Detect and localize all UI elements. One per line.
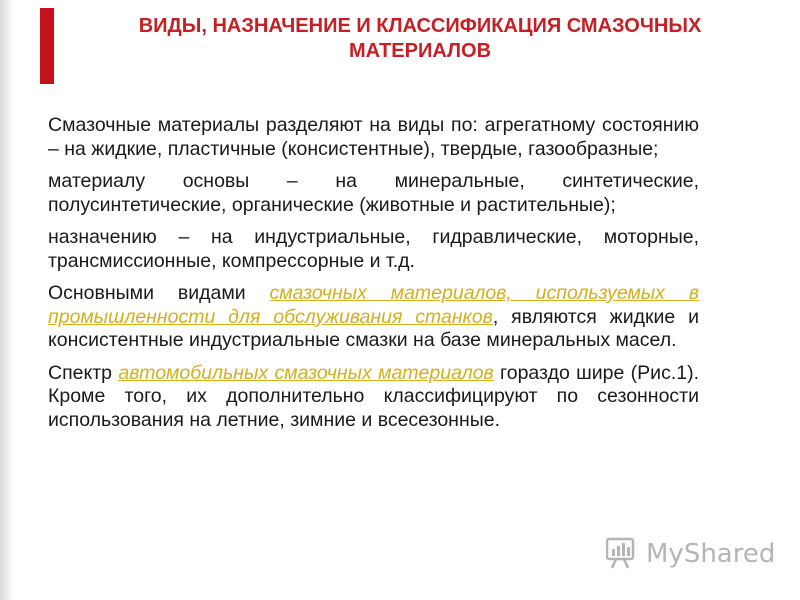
slide-title: ВИДЫ, НАЗНАЧЕНИЕ И КЛАССИФИКАЦИЯ СМАЗОЧНЫХ МАТЕРИАЛОВ xyxy=(138,15,702,62)
paragraph-spectrum xyxy=(48,362,699,433)
myshared-watermark xyxy=(606,536,776,572)
watermark-text: MyShared xyxy=(646,539,776,569)
automotive-lubricants-link[interactable]: автомобильных смазочных материалов xyxy=(118,361,494,384)
left-edge-shadow xyxy=(0,0,14,600)
paragraph-base-material: материалу основы – на минеральные, синтетические, полусинтетические, органические (животные и растительные); xyxy=(48,170,699,216)
slide-body xyxy=(48,114,699,441)
title-accent-bar xyxy=(40,8,54,84)
paragraph-purpose: назначению – на индустриальные, гидравлические, моторные, трансмиссионные, компрессорные и т.д. xyxy=(48,226,699,272)
paragraph-main-types-rest: , являются жидкие и консистентные индустриальные смазки на базе минеральных масел. xyxy=(48,305,699,351)
industrial-lubricants-link[interactable]: смазочных материалов, используемых в промышленности для обслуживания станков xyxy=(48,282,699,328)
paragraph-spectrum-rest: гораздо шире (Рис.1). Кроме того, их дополнительно классифицируют по сезонности использования на летние, зимние и всесезонные. xyxy=(48,361,699,431)
paragraph-main-types xyxy=(48,282,699,353)
paragraph-spectrum-lead: Спектр xyxy=(48,361,119,384)
myshared-logo-icon xyxy=(606,536,640,570)
paragraph-aggregate-state: Смазочные материалы разделяют на виды по: агрегатному состоянию – на жидкие, пластичные (консистентные), твердые, газообразные; xyxy=(48,114,699,160)
paragraph-main-types-lead: Основными видами xyxy=(48,282,270,304)
